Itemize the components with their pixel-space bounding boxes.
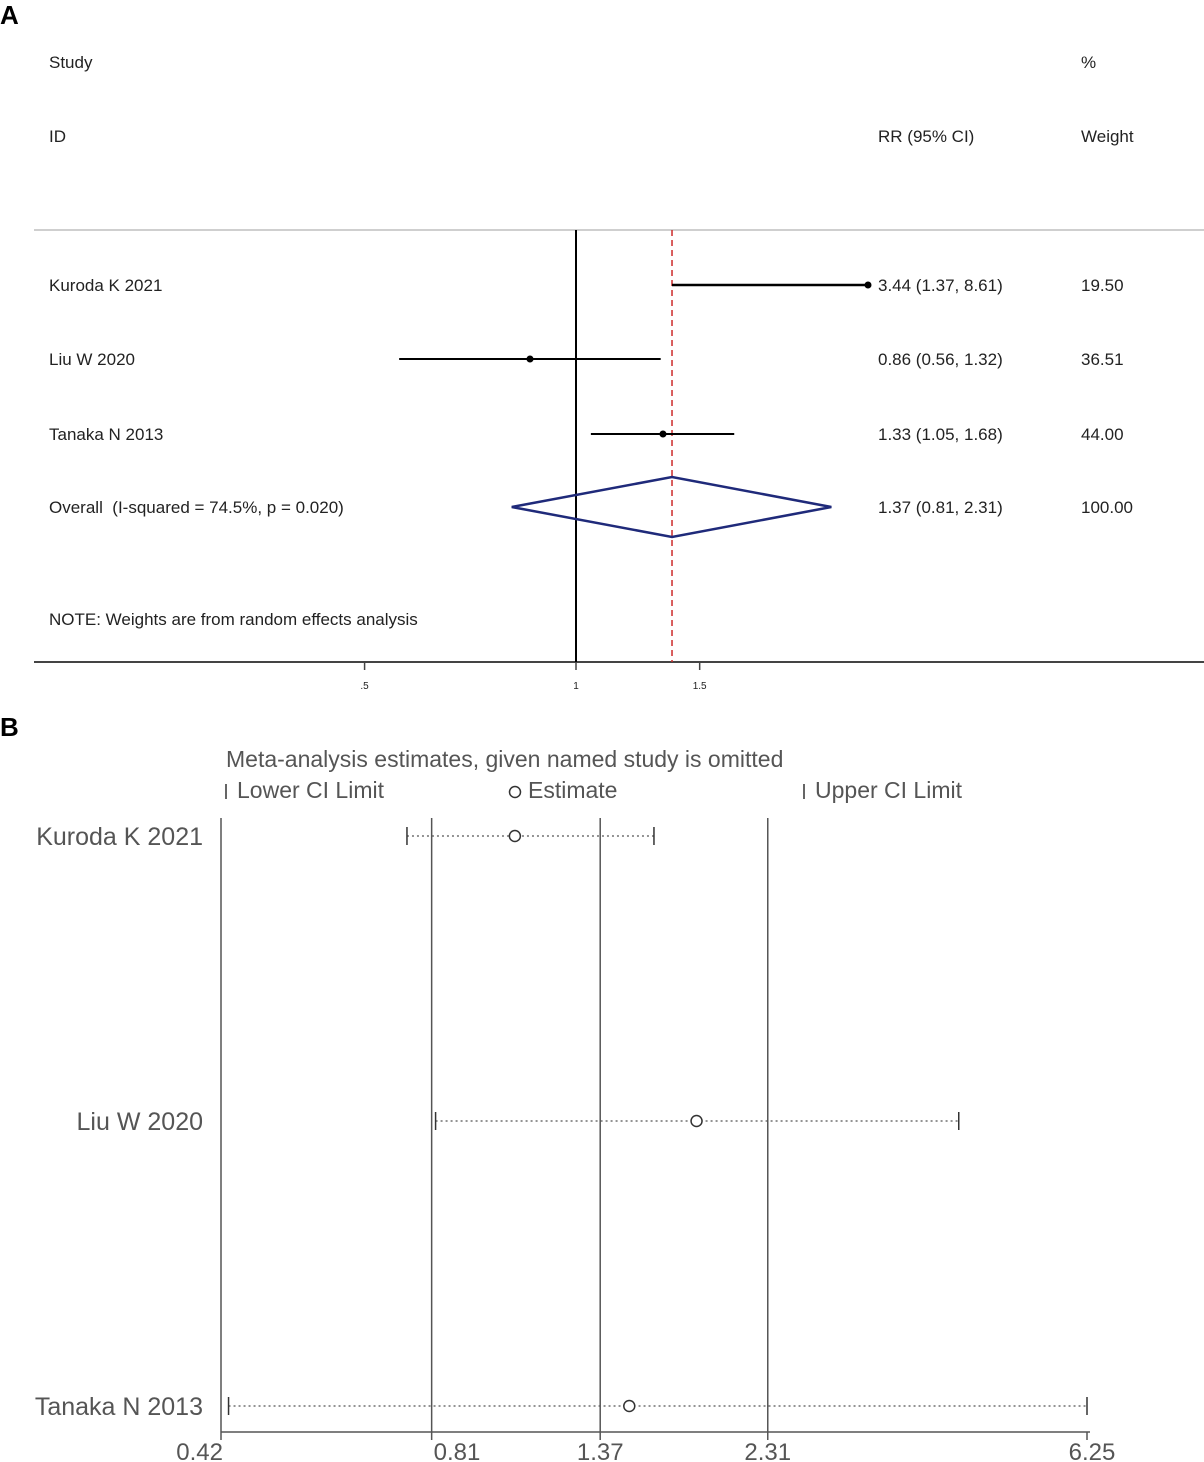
study-rr-text: 3.44 (1.37, 8.61) xyxy=(878,276,1003,295)
panel-b-label: B xyxy=(0,712,19,742)
estimate-marker xyxy=(691,1116,702,1127)
header-percent: % xyxy=(1081,53,1097,72)
chart-title: Meta-analysis estimates, given named study is omitted xyxy=(226,746,784,772)
study-point xyxy=(659,431,666,438)
x-tick-label: 1.37 xyxy=(576,1439,624,1462)
study-name: Liu W 2020 xyxy=(49,350,135,369)
panel-a-label: A xyxy=(0,0,19,30)
study-name: Kuroda K 2021 xyxy=(49,276,163,295)
header-id: ID xyxy=(49,127,66,146)
study-point xyxy=(865,282,872,289)
x-ticks-b xyxy=(176,1432,1115,1462)
x-tick-label: 0.81 xyxy=(433,1439,481,1462)
x-ticks-a xyxy=(360,662,707,692)
row-label: Kuroda K 2021 xyxy=(36,823,203,851)
x-tick-label: .5 xyxy=(360,681,369,692)
header-weight: Weight xyxy=(1081,127,1134,146)
estimate-marker xyxy=(509,831,520,842)
legend-lower-label: Lower CI Limit xyxy=(237,777,384,803)
x-tick-label: 0.42 xyxy=(176,1439,223,1462)
estimate-marker xyxy=(624,1401,635,1412)
study-rr-text: 1.33 (1.05, 1.68) xyxy=(878,425,1003,444)
study-rr-text: 0.86 (0.56, 1.32) xyxy=(878,350,1003,369)
study-row xyxy=(49,350,1124,369)
x-tick-label: 2.31 xyxy=(744,1439,792,1462)
study-name: Tanaka N 2013 xyxy=(49,425,164,444)
x-tick-label: 1.5 xyxy=(692,681,707,692)
legend-estimate-marker xyxy=(510,787,521,798)
x-tick-label: 1 xyxy=(573,681,579,692)
overall-row xyxy=(49,477,1133,537)
overall-label: Overall (I-squared = 74.5%, p = 0.020) xyxy=(49,498,344,517)
row-label: Tanaka N 2013 xyxy=(34,1393,203,1421)
panel-a xyxy=(0,0,1204,692)
panel-b xyxy=(0,712,1115,1462)
row-label: Liu W 2020 xyxy=(76,1108,203,1136)
legend xyxy=(226,777,963,803)
study-weight: 44.00 xyxy=(1081,425,1124,444)
x-tick-label: 6.25 xyxy=(1068,1439,1116,1462)
overall-weight: 100.00 xyxy=(1081,498,1133,517)
study-row xyxy=(49,276,1124,295)
study-weight: 36.51 xyxy=(1081,350,1124,369)
header-study: Study xyxy=(49,53,93,72)
study-row xyxy=(49,425,1124,444)
note-text: NOTE: Weights are from random effects analysis xyxy=(49,610,418,629)
study-point xyxy=(526,356,533,363)
overall-rr-text: 1.37 (0.81, 2.31) xyxy=(878,498,1003,517)
study-weight: 19.50 xyxy=(1081,276,1124,295)
header-rr: RR (95% CI) xyxy=(878,127,975,146)
sensitivity-rows xyxy=(35,823,1087,1421)
legend-estimate-label: Estimate xyxy=(528,777,618,803)
legend-upper-label: Upper CI Limit xyxy=(815,777,962,803)
reference-lines xyxy=(432,818,768,1432)
